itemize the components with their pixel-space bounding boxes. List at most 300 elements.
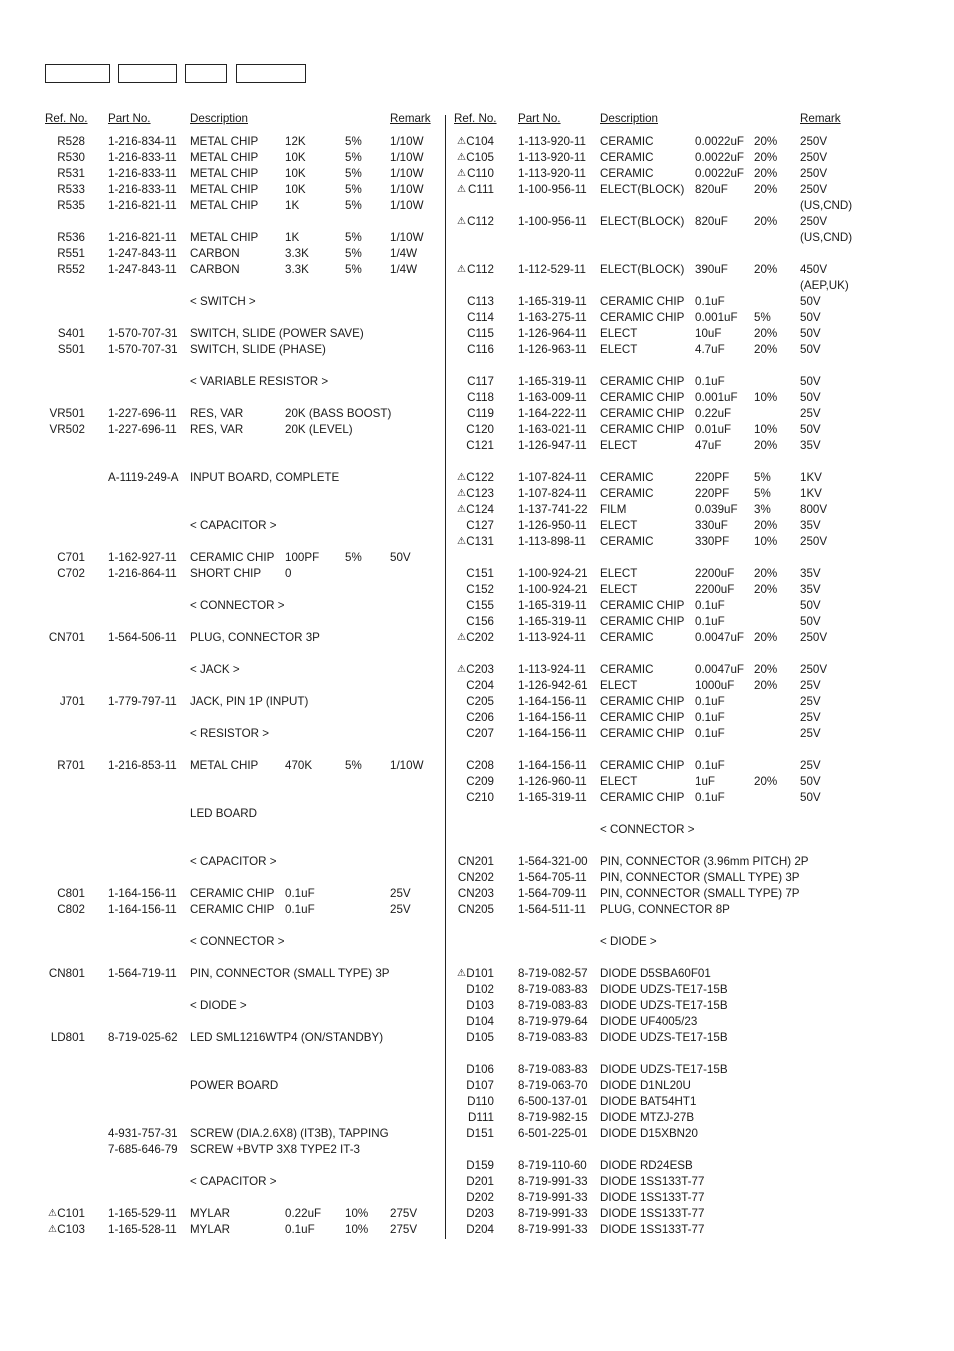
description: CERAMIC CHIP [600,711,685,724]
ref-number: CN205 [457,903,494,916]
part-row [454,726,894,742]
ref-cell [454,886,494,902]
description: LED BOARD [190,807,258,820]
part-row [45,246,440,262]
description: METAL CHIP [190,759,259,772]
ref-cell [454,390,494,406]
ref-number: C127 [466,519,494,532]
value: 100PF [285,551,320,564]
tolerance: 5% [754,471,771,484]
tolerance: 3% [754,503,771,516]
part-number: 1-165-529-11 [108,1207,177,1220]
part-number: 1-126-942-61 [518,679,588,692]
part-row [45,198,440,214]
warning-triangle-icon: ⚠ [48,1208,57,1219]
part-number: A-1119-249-A [108,471,179,484]
part-number: 1-163-021-11 [518,423,587,436]
part-row [454,982,894,998]
ref-cell [454,1158,494,1174]
remark: 50V [800,615,821,628]
part-row [454,662,894,678]
ref-number: CN201 [457,855,494,868]
description: DIODE D1NL20U [600,1079,691,1092]
part-row [45,406,440,422]
remark: 250V [800,135,828,148]
ref-cell [45,694,85,710]
part-row [454,278,894,294]
description: ELECT [600,679,638,692]
part-row [45,230,440,246]
ref-number: C207 [466,727,494,740]
ref-cell [454,134,494,150]
tolerance: 20% [754,567,778,580]
part-number: 1-137-741-22 [518,503,588,516]
remark: 1/10W [390,151,424,164]
ref-cell [45,886,85,902]
value: 470K [285,759,313,772]
description: CERAMIC [600,135,654,148]
remark: 25V [800,711,821,724]
value: 0.001uF [695,311,738,324]
remark: 50V [800,775,821,788]
part-row [45,966,440,982]
ref-number: C119 [467,407,494,420]
ref-cell [45,198,85,214]
value: 820uF [695,215,728,228]
value: 0.0047uF [695,663,744,676]
description: CERAMIC CHIP [600,391,685,404]
description: SCREW +BVTP 3X8 TYPE2 IT-3 [190,1143,360,1156]
remark: 50V [800,327,821,340]
part-row [454,582,894,598]
part-row [454,1078,894,1094]
part-row [45,918,440,934]
ref-cell [45,566,85,582]
part-row [45,166,440,182]
part-row [45,1110,440,1126]
tolerance: 5% [345,551,362,564]
value: 3.3K [285,263,309,276]
part-row [454,454,894,470]
ref-number: C122 [466,471,494,484]
value: 4.7uF [695,343,725,356]
remark: 50V [800,391,821,404]
value: 0.1uF [695,615,725,628]
part-row [454,1094,894,1110]
part-row [45,390,440,406]
part-row [45,870,440,886]
ref-number: D104 [466,1015,494,1028]
ref-cell [454,566,494,582]
desc-header: Description [190,112,248,125]
value: 0.01uF [695,423,732,436]
ref-cell [454,758,494,774]
ref-number: C120 [466,423,494,436]
remark: 800V [800,503,828,516]
part-row [454,614,894,630]
ref-cell [454,486,494,502]
remark: 50V [800,423,821,436]
part-number: 8-719-083-83 [518,1031,588,1044]
description: CERAMIC CHIP [600,311,685,324]
value: 0.1uF [695,759,725,772]
value: 3.3K [285,247,309,260]
part-row [45,758,440,774]
part-number: 1-570-707-31 [108,343,178,356]
value: 0.1uF [285,903,315,916]
description: PIN, CONNECTOR (SMALL TYPE) 3P [190,967,390,980]
tolerance: 5% [754,487,771,500]
part-row [454,918,894,934]
ref-cell [454,1206,494,1222]
description: ELECT [600,775,638,788]
ref-cell [45,550,85,566]
part-row [45,598,440,614]
part-row [45,294,440,310]
description: CERAMIC CHIP [600,375,685,388]
ref-cell [45,342,85,358]
part-number: 8-719-991-33 [518,1207,588,1220]
ref-cell [454,294,494,310]
part-number: 1-113-924-11 [518,631,586,644]
part-number: 8-719-991-33 [518,1191,588,1204]
description: ELECT [600,583,638,596]
part-row [454,1142,894,1158]
ref-number: D204 [466,1223,494,1236]
description: LED SML1216WTP4 (ON/STANDBY) [190,1031,384,1044]
part-row [45,422,440,438]
description: INPUT BOARD, COMPLETE [190,471,340,484]
part-number: 1-216-833-11 [108,167,177,180]
part-row [45,1078,440,1094]
value: 2200uF [695,567,735,580]
part-row [45,518,440,534]
ref-number: C117 [467,375,494,388]
description: RES, VAR [190,423,244,436]
tolerance: 20% [754,215,778,228]
part-row [454,630,894,646]
part-row [45,374,440,390]
part-number: 1-564-719-11 [108,967,177,980]
part-number: 1-100-956-11 [518,215,587,228]
ref-cell [454,694,494,710]
warning-triangle-icon: ⚠ [457,152,466,163]
value: 330uF [695,519,728,532]
part-row [45,566,440,582]
left-parts-list [45,134,440,1238]
part-row [45,806,440,822]
value: 47uF [695,439,722,452]
part-number: 1-126-947-11 [518,439,587,452]
part-row [454,902,894,918]
value: 2200uF [695,583,735,596]
ref-cell [45,966,85,982]
warning-triangle-icon: ⚠ [457,168,466,179]
part-row [454,230,894,246]
remark: 1/10W [390,759,424,772]
remark: 25V [800,679,821,692]
value: 0.22uF [695,407,732,420]
remark: 1/4W [390,263,418,276]
description: CERAMIC [600,487,654,500]
part-row [454,806,894,822]
part-number: 1-162-927-11 [108,551,177,564]
description: DIODE UDZS-TE17-15B [600,999,728,1012]
ref-number: D151 [466,1127,494,1140]
part-row [454,694,894,710]
part-number: 8-719-979-64 [518,1015,588,1028]
ref-cell [454,790,494,806]
ref-cell [45,166,85,182]
warning-triangle-icon: ⚠ [457,216,466,227]
ref-cell [454,774,494,790]
description: JACK, PIN 1P (INPUT) [190,695,309,708]
remark: 1KV [800,471,822,484]
tolerance: 5% [345,199,362,212]
tolerance: 5% [345,135,362,148]
part-number: 7-685-646-79 [108,1143,178,1156]
tolerance: 10% [345,1223,369,1236]
description: < VARIABLE RESISTOR > [190,375,329,388]
tolerance: 5% [345,247,362,260]
part-number: 8-719-063-70 [518,1079,588,1092]
part-row [45,678,440,694]
description: METAL CHIP [190,231,259,244]
value: 0.0022uF [695,135,744,148]
part-row [45,822,440,838]
ref-number: C115 [467,327,494,340]
part-number: 1-564-511-11 [518,903,586,916]
description: < DIODE > [190,999,247,1012]
part-row [454,886,894,902]
part-row [45,1030,440,1046]
value: 20K (BASS BOOST) [285,407,392,420]
ref-number: D159 [466,1159,494,1172]
part-number: 1-564-506-11 [108,631,177,644]
value: 1000uF [695,679,735,692]
part-row [454,198,894,214]
description: CERAMIC [600,167,654,180]
description: METAL CHIP [190,183,259,196]
value: 220PF [695,471,730,484]
description: CERAMIC [600,151,654,164]
part-number: 1-163-009-11 [518,391,587,404]
ref-cell [45,262,85,278]
description: CERAMIC [600,535,654,548]
part-row [454,774,894,790]
part-row [45,710,440,726]
value: 0.1uF [695,711,725,724]
value: 0.1uF [695,791,725,804]
tolerance: 10% [754,423,778,436]
value: 1uF [695,775,715,788]
tolerance: 10% [754,535,778,548]
part-row [454,182,894,198]
part-number: 1-100-924-21 [518,583,588,596]
ref-number: C210 [466,791,494,804]
part-row [45,742,440,758]
remark: 1/10W [390,231,424,244]
description: CERAMIC CHIP [190,887,275,900]
ref-number: D111 [468,1111,494,1124]
description: DIODE BAT54HT1 [600,1095,697,1108]
ref-cell [45,422,85,438]
ref-number: R535 [57,199,85,212]
part-row [45,1158,440,1174]
description: CERAMIC CHIP [600,759,685,772]
ref-cell [45,182,85,198]
remark: 25V [800,727,821,740]
part-row [45,950,440,966]
remark-header: Remark [800,112,841,125]
part-row [45,774,440,790]
ref-cell [454,166,494,182]
part-row [454,758,894,774]
desc-header: Description [600,112,658,125]
header-box-4 [236,64,306,83]
part-row [45,1126,440,1142]
remark: (US,CND) [800,199,853,212]
description: CERAMIC CHIP [600,295,685,308]
part-row [454,214,894,230]
ref-number: VR501 [49,407,85,420]
description: DIODE UDZS-TE17-15B [600,1031,728,1044]
ref-number: CN203 [457,887,494,900]
remark: 250V [800,535,828,548]
ref-number: VR502 [49,423,85,436]
part-header: Part No. [518,112,561,125]
part-row [45,902,440,918]
part-row [454,678,894,694]
part-number: 1-100-924-21 [518,567,588,580]
remark: 1/4W [390,247,418,260]
ref-number: C131 [466,535,494,548]
value: 390uF [695,263,728,276]
part-number: 1-779-797-11 [108,695,177,708]
part-number: 1-247-843-11 [108,263,177,276]
tolerance: 20% [754,183,778,196]
ref-number: C121 [466,439,494,452]
ref-number: R552 [57,263,85,276]
part-number: 1-126-963-11 [518,343,587,356]
part-number: 1-113-920-11 [518,135,586,148]
ref-number: C113 [467,295,494,308]
tolerance: 5% [754,311,771,324]
warning-triangle-icon: ⚠ [457,136,466,147]
ref-number: C151 [466,567,494,580]
part-row [454,966,894,982]
part-row [45,438,440,454]
remark: 250V [800,151,828,164]
part-number: 1-216-821-11 [108,199,177,212]
description: DIODE 1SS133T-77 [600,1175,705,1188]
part-number: 1-164-156-11 [108,887,177,900]
part-row [454,406,894,422]
part-row [45,214,440,230]
remark: 275V [390,1223,418,1236]
description: DIODE UDZS-TE17-15B [600,983,728,996]
part-row [45,1014,440,1030]
remark: 35V [800,439,821,452]
part-row [454,1030,894,1046]
description: METAL CHIP [190,151,259,164]
part-row [454,374,894,390]
ref-number: C123 [466,487,494,500]
ref-number: D106 [466,1063,494,1076]
tolerance: 5% [345,231,362,244]
ref-cell [454,966,494,982]
part-row [45,614,440,630]
part-number: 1-165-528-11 [108,1223,177,1236]
part-number: 1-247-843-11 [108,247,177,260]
remark: 50V [800,791,821,804]
part-row [45,694,440,710]
value: 12K [285,135,306,148]
part-row [454,150,894,166]
part-row [454,326,894,342]
ref-cell [454,214,494,230]
description: ELECT [600,439,638,452]
ref-number: C112 [467,215,494,228]
part-number: 8-719-991-33 [518,1175,588,1188]
ref-number: CN801 [48,967,85,980]
warning-triangle-icon: ⚠ [457,536,466,547]
part-row [45,1046,440,1062]
description: MYLAR [190,1223,230,1236]
part-number: 8-719-991-33 [518,1223,588,1236]
part-row [454,262,894,278]
part-number: 1-216-821-11 [108,231,177,244]
ref-number: C209 [466,775,494,788]
ref-cell [454,870,494,886]
ref-cell [454,1126,494,1142]
part-row [45,150,440,166]
part-number: 1-113-920-11 [518,167,586,180]
ref-number: CN202 [457,871,494,884]
tolerance: 20% [754,167,778,180]
part-row [454,358,894,374]
remark: 25V [390,903,411,916]
description: CERAMIC CHIP [190,551,275,564]
warning-triangle-icon: ⚠ [48,1224,57,1235]
part-row [45,534,440,550]
part-row [454,1206,894,1222]
ref-cell [454,854,494,870]
description: DIODE 1SS133T-77 [600,1191,705,1204]
ref-cell [45,1222,85,1238]
description: PIN, CONNECTOR (SMALL TYPE) 7P [600,887,800,900]
ref-cell [45,134,85,150]
warning-triangle-icon: ⚠ [457,664,466,675]
description: SWITCH, SLIDE (POWER SAVE) [190,327,364,340]
description: PIN, CONNECTOR (3.96mm PITCH) 2P [600,855,809,868]
ref-number: D202 [466,1191,494,1204]
part-row [45,662,440,678]
part-number: 1-165-319-11 [518,295,587,308]
ref-cell [454,630,494,646]
ref-number: J701 [59,695,85,708]
tolerance: 20% [754,135,778,148]
part-row [454,134,894,150]
part-row [45,454,440,470]
tolerance: 5% [345,151,362,164]
part-number: 1-165-319-11 [518,615,587,628]
description: CERAMIC CHIP [600,599,685,612]
tolerance: 20% [754,439,778,452]
tolerance: 10% [345,1207,369,1220]
description: CARBON [190,263,240,276]
part-row [45,854,440,870]
